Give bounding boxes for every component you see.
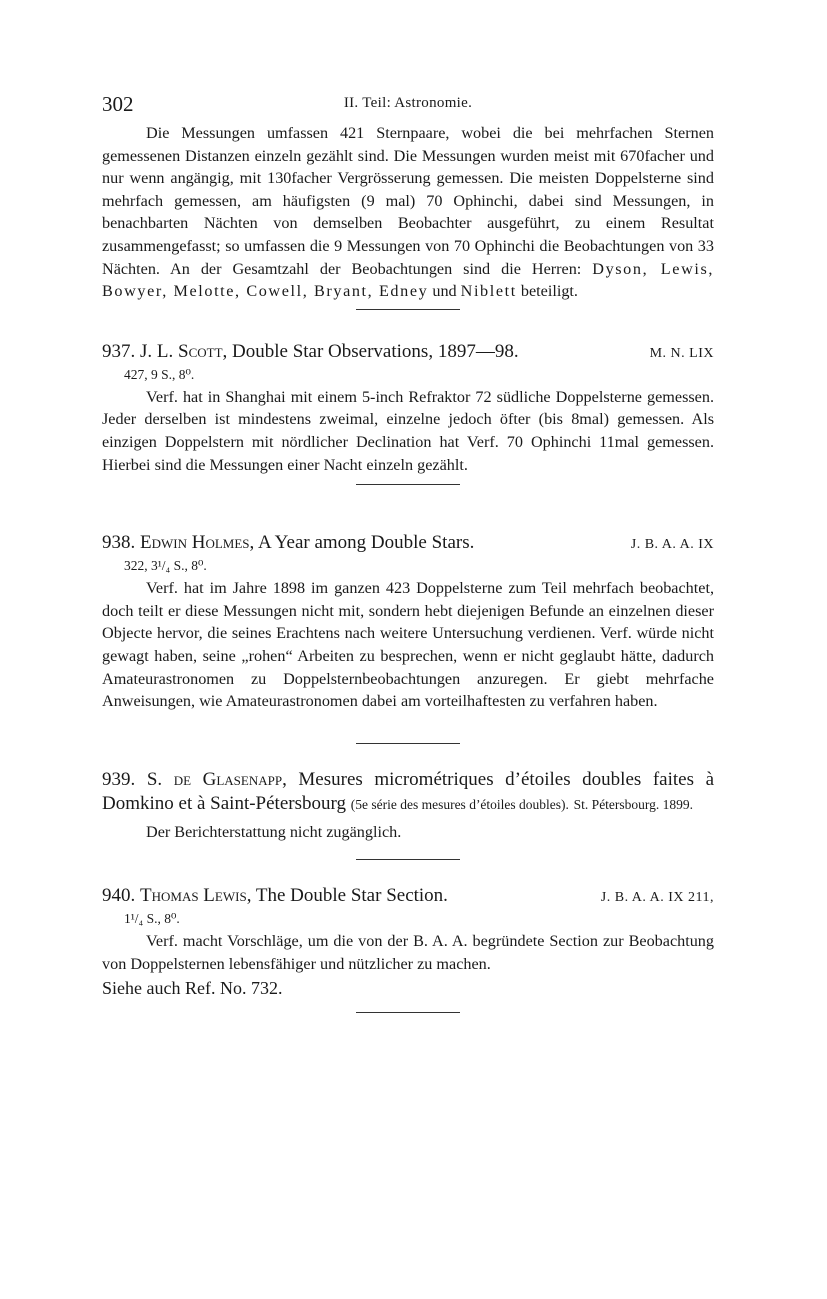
entry-number: 938. (102, 532, 136, 554)
observer-names: Dyson, Lewis, Bowyer, Melotte, Cowell, Bryant, Edney (102, 259, 714, 301)
entry-body: Verf. hat im Jahre 1898 im ganzen 423 Doppelsterne zum Teil mehrfach beobachtet, doch teilt er diese Messungen nicht mit, sondern hebt diejenigen Befunde an einzelnen dieser Objecte hervor, die seines Erachtens nach weitere Untersuchung verdienen. Verf. würde nicht gewagt haben, seine „rohen“ Arbeiten zu besprechen, wenn er nicht geglaubt hätte, dadurch Amateurastronomen zu Doppelsternbeobachtungen anzuregen. Er giebt mehrfache Anweisungen, wie Amateurastronomen dabei am vorteilhaftesten zu verfahren haben. (102, 579, 714, 711)
entry-number: 939. (102, 768, 136, 790)
entry-author: J. L. Scott (140, 340, 223, 362)
entry-940 (102, 884, 714, 1000)
intro-tail: beteiligt. (520, 282, 578, 301)
entry-reference: 427, 9 S., 8⁰. (124, 366, 195, 382)
separator-rule (356, 309, 460, 310)
entry-title: Mesures micrométriques d’étoiles doubles faites à Domkino et à Saint-Pétersbourg (102, 768, 714, 814)
see-also: Siehe auch Ref. No. 732. (102, 978, 283, 999)
entry-title: Double Star Observations, 1897—98. (232, 340, 519, 362)
entry-heading: 939. S. de Glasenapp, Mesures micrométriques d’étoiles doubles faites à Domkino et à Saint-Pétersbourg (5e série des mesures d’étoiles doubles). St. Pétersbourg. 1899. (102, 768, 714, 814)
entry-body: Der Berichterstattung nicht zugänglich. (146, 822, 402, 841)
entry-body: Verf. hat in Shanghai mit einem 5-inch Refraktor 72 südliche Doppelsterne gemessen. Jeder derselben ist mindestens zweimal, einzelne jedoch öfter (bis 8mal) gemessen. Als einzigen Doppelstern mit nördlicher Declination hat Verf. 70 Ophinchi 11mal gemessen. Hierbei sind die Messungen einer Nacht einzeln gezählt. (102, 387, 714, 474)
page-number: 302 (102, 92, 134, 116)
separator-rule (356, 1012, 460, 1013)
intro-paragraph (102, 122, 714, 303)
entry-place: St. Pétersbourg. 1899. (573, 796, 694, 812)
entry-title-note: (5e série des mesures d’étoiles doubles). (350, 796, 569, 812)
entry-reference: 322, 3¹/₄ S., 8⁰. (124, 558, 207, 574)
observer-and: und (432, 282, 457, 301)
entry-939 (102, 768, 714, 844)
entry-author: Thomas Lewis (140, 885, 247, 907)
entry-author: Edwin Holmes (140, 532, 250, 554)
last-observer-name: Niblett (460, 282, 517, 301)
intro-text: Die Messungen umfassen 421 Sternpaare, wobei die bei mehrfachen Sternen gemessenen Distanzen einzeln gezählt sind. Die Messungen wurden meist mit 670facher und nur wenn angängig, mit 130facher Vergrösserung gemessen. Die meisten Doppelsterne sind mehrfach gemessen, am häufigsten (9 mal) 70 Ophinchi, dabei sind Messungen, in benachbarten Nächten von demselben Beobachter ausgeführt, zu einem Resultat zusammengefasst; so umfassen die 9 Messungen von 70 Ophinchi die Beobachtungen von 33 Nächten. An der Gesamtzahl der Beobachtungen sind die Herren: (102, 124, 714, 278)
entry-937 (102, 340, 714, 476)
entry-journal: M. N. LIX (649, 345, 714, 361)
entry-title: The Double Star Section. (255, 885, 448, 907)
separator-rule (356, 859, 460, 860)
page (102, 92, 714, 1013)
entry-heading: 938. Edwin Holmes, A Year among Double Stars. J. B. A. A. IX (102, 531, 714, 555)
entry-number: 940. (102, 885, 136, 907)
entry-journal: J. B. A. A. IX 211, (600, 890, 714, 906)
entry-number: 937. (102, 340, 136, 362)
entry-heading: 937. J. L. Scott, Double Star Observations, 1897—98. M. N. LIX (102, 340, 714, 364)
separator-rule (356, 743, 460, 744)
running-head: II. Teil: Astronomie. (343, 95, 473, 111)
entry-journal: J. B. A. A. IX (630, 537, 714, 553)
page-header (102, 92, 714, 122)
entry-title: A Year among Double Stars. (257, 532, 475, 554)
entry-938 (102, 531, 714, 713)
entry-body: Verf. macht Vorschläge, um die von der B. A. A. begründete Section zur Beobachtung von Doppelsternen lebensfähiger und nützlicher zu machen. (102, 932, 714, 973)
entry-reference: 1¹/₄ S., 8⁰. (124, 911, 180, 927)
separator-rule (356, 484, 460, 485)
entry-heading: 940. Thomas Lewis, The Double Star Section. J. B. A. A. IX 211, (102, 884, 714, 908)
entry-author: S. de Glasenapp (146, 768, 283, 790)
